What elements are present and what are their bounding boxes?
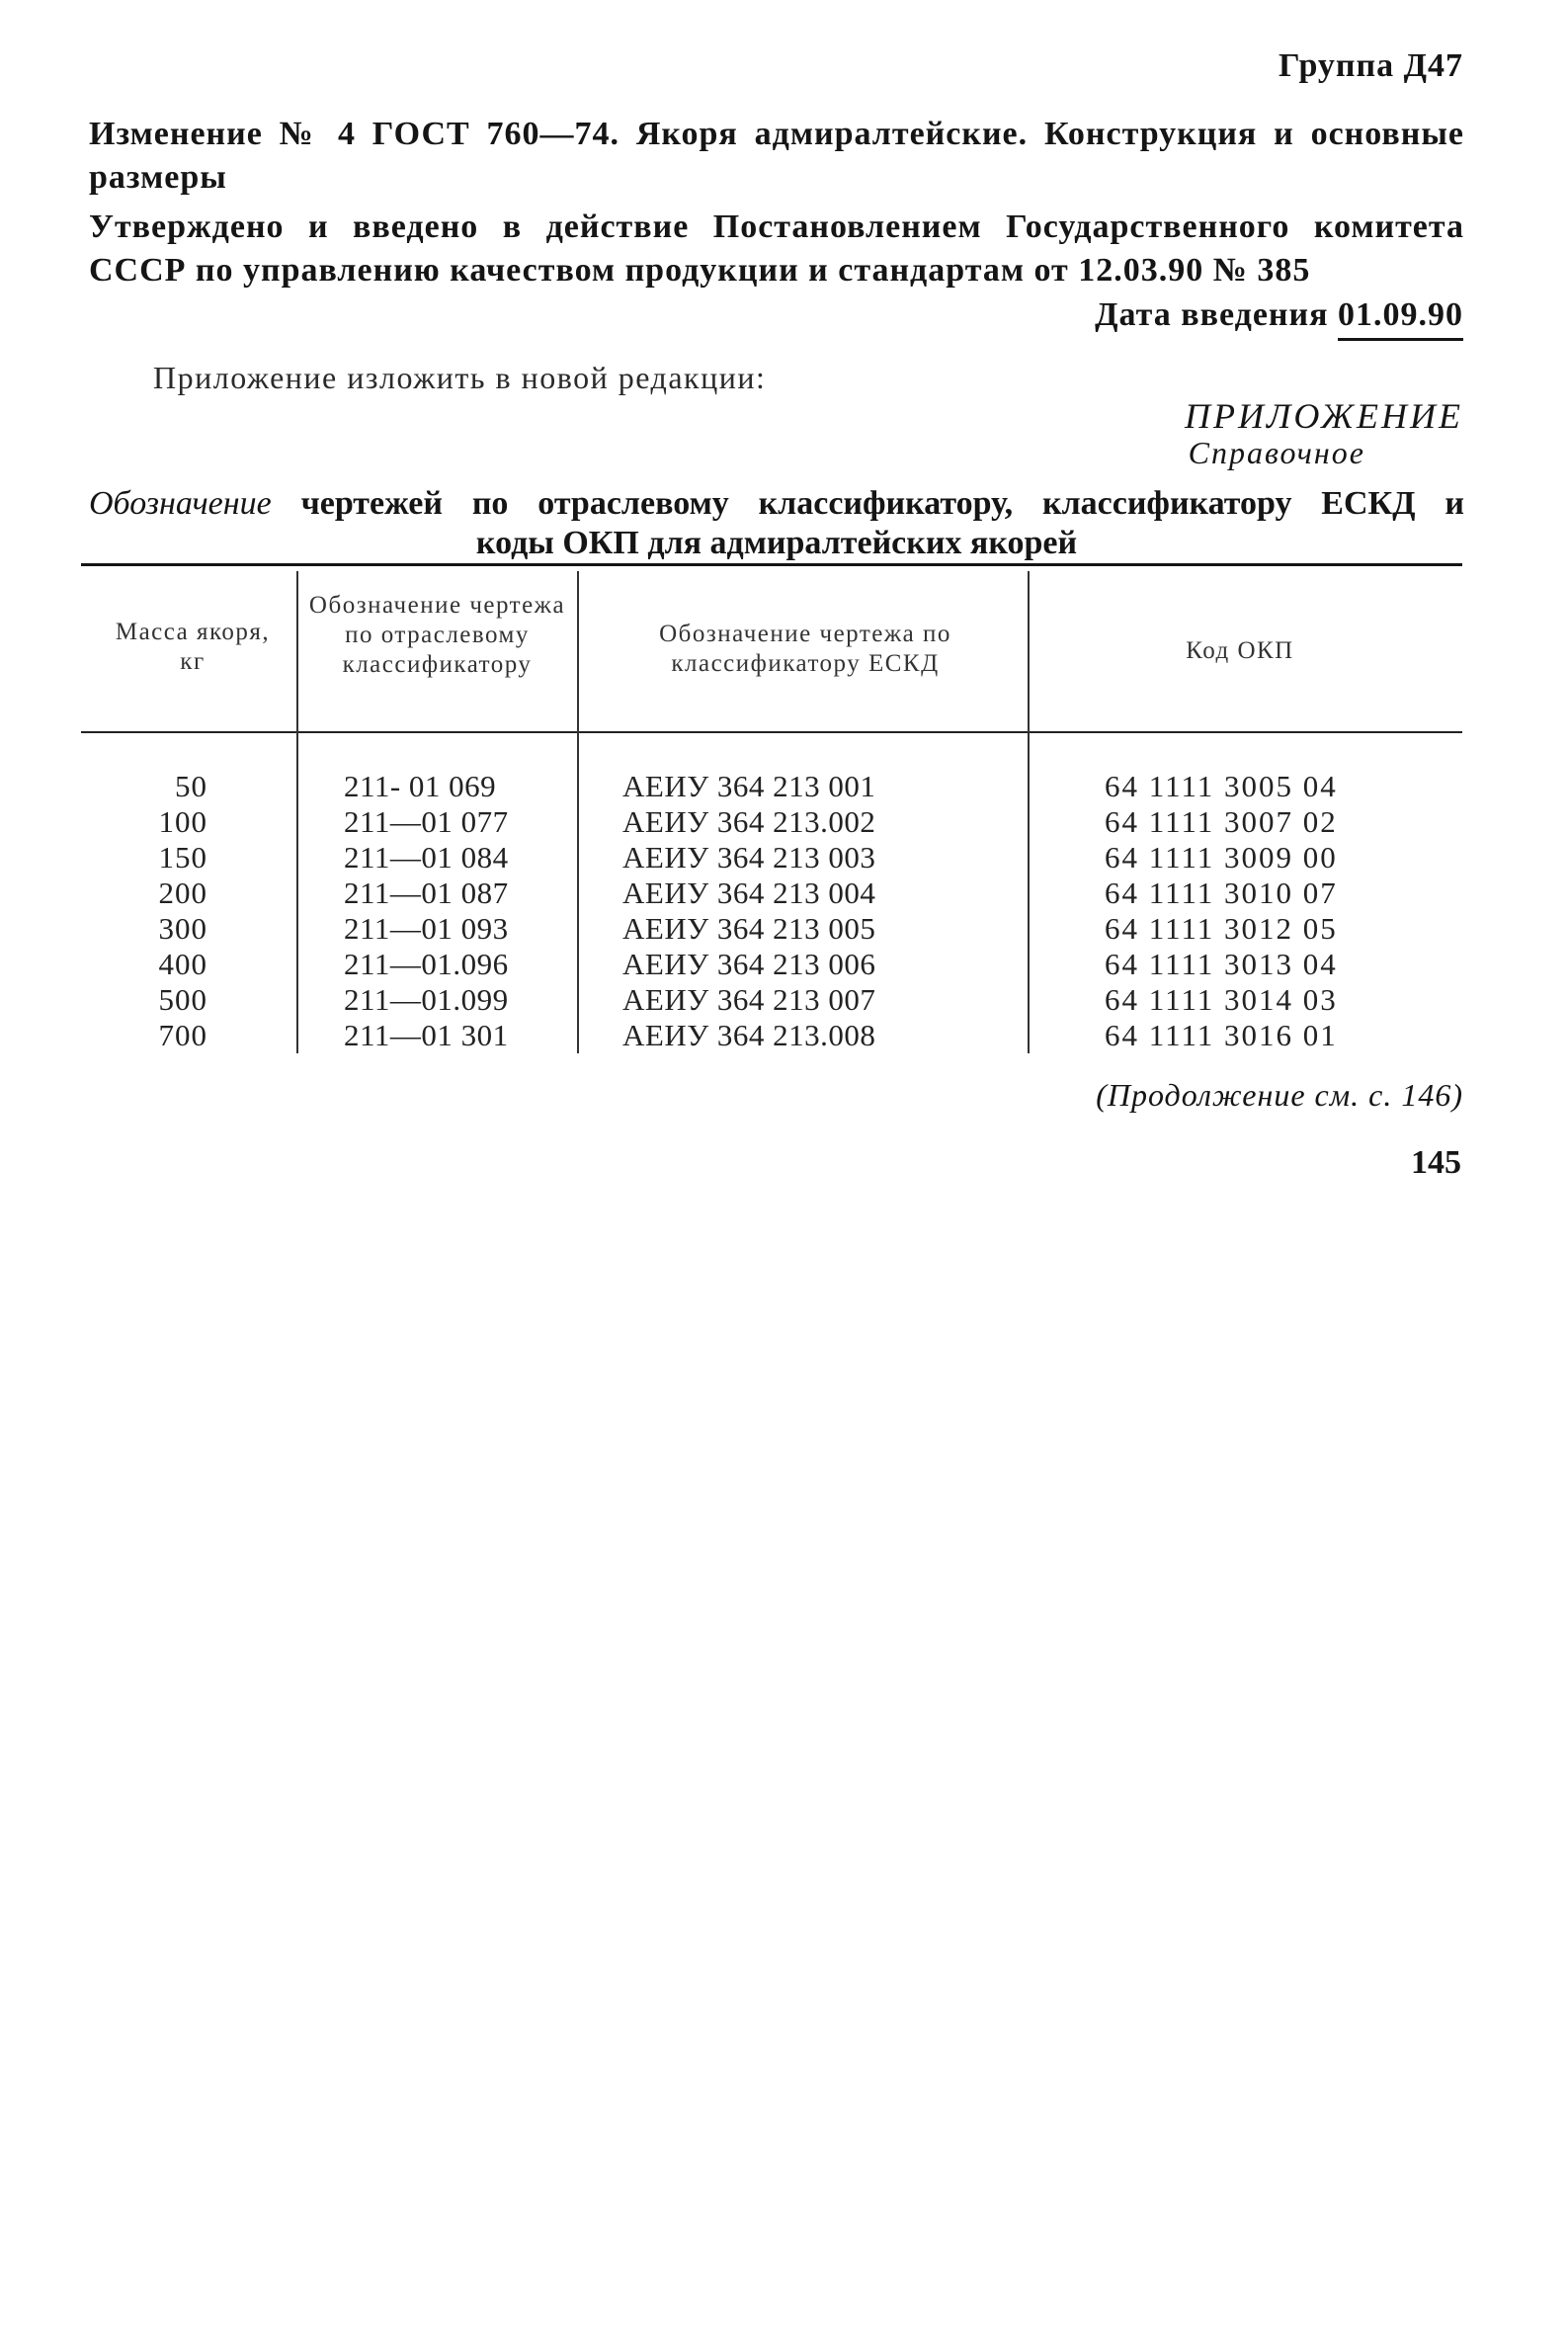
cell-industry-code: 211—01 087 [344, 875, 509, 910]
cell-industry-code: 211—01 093 [344, 911, 509, 946]
appendix-type: Справочное [1188, 435, 1365, 470]
table-row [0, 947, 1568, 982]
effective-date-value: 01.09.90 [1338, 296, 1463, 341]
table-row [0, 982, 1568, 1018]
cell-okp-code: 64 1111 3010 07 [1105, 875, 1338, 910]
cell-mass: 500 [158, 982, 207, 1017]
cell-eskd-code: АЕИУ 364 213.008 [622, 1018, 876, 1052]
cell-okp-code: 64 1111 3016 01 [1105, 1018, 1338, 1052]
appendix-label: ПРИЛОЖЕНИЕ [1185, 396, 1463, 436]
table-top-rule [81, 563, 1462, 566]
table-row [0, 1018, 1568, 1053]
header-mass: Масса якоря, кг [115, 619, 271, 675]
cell-industry-code: 211—01.096 [344, 947, 509, 981]
table-title-line1 [89, 484, 1464, 524]
cell-mass: 700 [158, 1018, 207, 1052]
cell-okp-code: 64 1111 3014 03 [1105, 982, 1338, 1017]
header-okp-code: Код ОКП [1186, 637, 1294, 664]
cell-mass: 400 [158, 947, 207, 981]
table-row [0, 875, 1568, 911]
cell-eskd-code: АЕИУ 364 213 005 [622, 911, 876, 946]
cell-industry-code: 211—01 084 [344, 840, 509, 875]
cell-mass: 150 [158, 840, 207, 875]
page-number: 145 [1411, 1144, 1461, 1181]
cell-okp-code: 64 1111 3009 00 [1105, 840, 1338, 875]
cell-industry-code: 211—01 077 [344, 804, 509, 839]
cell-eskd-code: АЕИУ 364 213 007 [622, 982, 876, 1017]
effective-date [1095, 296, 1463, 341]
table-row [0, 911, 1568, 947]
cell-mass: 300 [158, 911, 207, 946]
table-row [0, 840, 1568, 875]
table-header-rule [81, 731, 1462, 733]
cell-eskd-code: АЕИУ 364 213 001 [622, 769, 876, 803]
cell-okp-code: 64 1111 3007 02 [1105, 804, 1338, 839]
table-title-line2: коды ОКП для адмиралтейских якорей [475, 525, 1078, 561]
cell-eskd-code: АЕИУ 364 213 003 [622, 840, 876, 875]
continued-note: (Продолжение см. с. 146) [1096, 1077, 1463, 1113]
cell-mass: 50 [175, 769, 207, 803]
cell-eskd-code: АЕИУ 364 213 006 [622, 947, 876, 981]
cell-eskd-code: АЕИУ 364 213 004 [622, 875, 876, 910]
cell-mass: 100 [158, 804, 207, 839]
change-title: Изменение № 4 ГОСТ 760—74. Якоря адмиралтейские. Конструкция и основные размеры [89, 116, 1464, 196]
cell-industry-code: 211—01.099 [344, 982, 509, 1017]
instruction-text: Приложение изложить в новой редакции: [153, 360, 767, 395]
table-row [0, 804, 1568, 840]
cell-okp-code: 64 1111 3005 04 [1105, 769, 1338, 803]
header-eskd-code: Обозначение чертежа по классификатору ЕСКД [659, 621, 951, 677]
header-industry-code: Обозначение чертежа по отраслевому классификатору [308, 592, 566, 678]
table-row [0, 769, 1568, 804]
cell-industry-code: 211—01 301 [344, 1018, 509, 1052]
table-title-line1-rest: чертежей по отраслевому классификатору, классификатору ЕСКД и [300, 485, 1465, 522]
cell-okp-code: 64 1111 3013 04 [1105, 947, 1338, 981]
effective-date-label: Дата введения [1095, 296, 1329, 333]
approval-statement: Утверждено и введено в действие Постановлением Государственного комитета СССР по управлению качеством продукции и стандартам от 12.03.90 № 385 [89, 208, 1464, 289]
cell-industry-code: 211- 01 069 [344, 769, 497, 803]
cell-mass: 200 [158, 875, 207, 910]
group-label: Группа Д47 [1278, 47, 1463, 84]
cell-eskd-code: АЕИУ 364 213.002 [622, 804, 876, 839]
table-title [89, 484, 1464, 563]
cell-okp-code: 64 1111 3012 05 [1105, 911, 1338, 946]
table-title-italic-word: Обозначение [89, 485, 272, 522]
